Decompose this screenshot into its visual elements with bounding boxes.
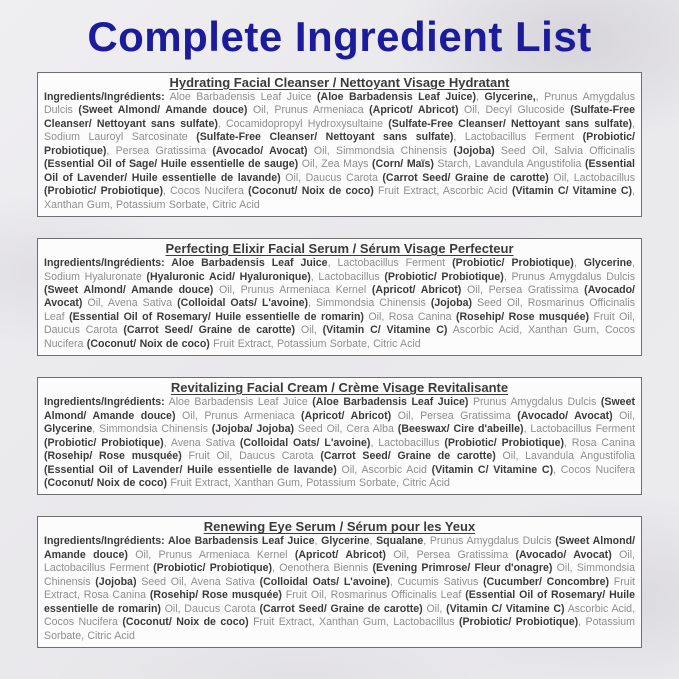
ingredient-inci-name: Oil, — [295, 324, 323, 337]
ingredient-common-name: (Evening Primrose/ Fleur d'onagre) — [372, 562, 553, 575]
ingredient-common-name: Ingredients/Ingrédients: — [44, 396, 165, 409]
ingredients-paragraph — [44, 257, 635, 351]
ingredient-inci-name: Oil, Prunus Armeniaca — [247, 104, 370, 117]
ingredient-inci-name: , — [475, 91, 485, 103]
ingredient-inci-name: Ascorbic Acid, Cocos Nucifera — [44, 602, 636, 629]
ingredient-common-name: (Rosehip/ Rose musquée) — [149, 589, 282, 602]
ingredient-common-name: (Vitamin C/ Vitamine C) — [431, 463, 554, 476]
ingredient-common-name: (Carrot Seed/ Graine de carotte) — [259, 602, 423, 615]
ingredient-common-name: (Essential Oil of Rosemary/ Huile essentielle de romarin) — [69, 310, 364, 323]
ingredient-inci-name: Fruit Oil, Rosmarinus Officinalis Leaf — [281, 589, 466, 602]
ingredient-inci-name: Fruit Extract, Potassium Sorbate, Citric Acid — [209, 337, 421, 350]
ingredient-common-name: (Colloidal Oats/ L'avoine) — [177, 297, 309, 310]
ingredient-common-name: (Probiotic/ Probiotique) — [444, 436, 564, 449]
ingredient-inci-name: , Rosa Canina — [563, 436, 635, 449]
section-renewing-eye-serum — [37, 516, 642, 648]
ingredient-inci-name: , Potassium Sorbate, Citric Acid — [44, 616, 635, 642]
ingredient-common-name: (Corn/ Maïs) — [372, 158, 434, 171]
ingredient-common-name: (Probiotic/ Probiotique) — [44, 185, 163, 198]
ingredient-inci-name: , Simmondsia Chinensis — [308, 297, 431, 310]
ingredient-inci-name: Fruit Extract, Xanthan Gum, Potassium Sorbate, Citric Acid — [167, 476, 450, 489]
ingredient-common-name: (Sulfate-Free Cleanser/ Nettoyant sans sulfate) — [196, 131, 454, 144]
ingredient-inci-name: Oil, Prunus Armeniaca Kernel — [127, 548, 295, 561]
ingredient-inci-name: Seed Oil, Cera Alba — [294, 423, 398, 436]
ingredients-paragraph — [44, 396, 635, 490]
ingredient-inci-name: Starch, Lavandula Angustifolia — [433, 158, 585, 171]
ingredient-inci-name: Oil, Lactobacillus — [548, 171, 636, 184]
ingredient-inci-name: , Prunus Amygdalus Dulcis — [423, 535, 556, 548]
section-revitalizing-facial-cream — [37, 377, 642, 495]
ingredient-common-name: (Apricot/ Abricot) — [371, 283, 462, 296]
ingredient-common-name: (Beeswax/ Cire d'abeille) — [397, 423, 524, 436]
ingredient-inci-name: , Sodium Lauroyl Sarcosinate — [44, 117, 635, 144]
ingredient-inci-name: Oil, Daucus Carota — [280, 171, 383, 184]
ingredient-inci-name: Oil, Simmondsia Chinensis — [44, 562, 636, 588]
section-title: Revitalizing Facial Cream / Crème Visage Revitalisante — [170, 380, 509, 396]
ingredient-inci-name: , Cucumis Sativus — [389, 575, 484, 588]
ingredient-inci-name: , Simmondsia Chinensis — [92, 423, 212, 436]
ingredient-common-name: (Probiotic/ Probiotique) — [452, 257, 574, 270]
ingredient-inci-name: Seed Oil, Rosmarinus Officinalis Leaf — [44, 297, 636, 323]
ingredient-inci-name: , Prunus Amygdalus Dulcis — [44, 91, 635, 117]
ingredient-inci-name: Prunus Amygdalus Dulcis — [468, 396, 601, 409]
ingredient-inci-name: Aloe Barbadensis Leaf Juice — [164, 396, 313, 409]
ingredient-inci-name: , Lactobacillus Ferment — [327, 257, 453, 270]
ingredient-common-name: (Coconut/ Noix de coco) — [86, 337, 210, 350]
ingredient-common-name: Glycerine — [583, 257, 633, 270]
ingredient-inci-name: Oil, Prunus Armeniaca Kernel — [213, 283, 372, 296]
ingredient-common-name: (Jojoba) — [453, 144, 495, 157]
ingredient-inci-name: Oil, Daucus Carota — [160, 602, 260, 615]
ingredient-inci-name: Seed Oil, Salvia Officinalis — [494, 144, 635, 157]
ingredient-inci-name: Fruit Oil, Daucus Carota — [44, 310, 635, 337]
ingredient-inci-name: , — [573, 257, 584, 270]
ingredient-common-name: (Vitamin C/ Vitamine C) — [512, 185, 633, 198]
ingredient-inci-name: , Cocamidopropyl Hydroxysultaine — [217, 117, 389, 130]
ingredient-common-name: (Carrot Seed/ Graine de carotte) — [382, 171, 549, 184]
ingredient-common-name: (Jojoba) — [95, 575, 137, 588]
ingredient-common-name: (Apricot/ Abricot) — [294, 548, 386, 561]
ingredient-inci-name: Oil, Avena Sativa — [82, 297, 178, 310]
ingredients-paragraph — [44, 535, 635, 643]
ingredient-common-name: (Coconut/ Noix de coco) — [44, 476, 168, 489]
ingredients-paragraph — [44, 91, 635, 212]
ingredient-common-name: (Apricot/ Abricot) — [300, 409, 392, 422]
ingredient-inci-name: , Cocos Nucifera — [162, 185, 249, 198]
ingredient-common-name: (Sweet Almond/ Amande douce) — [44, 283, 214, 296]
ingredient-inci-name: , Xanthan Gum, Potassium Sorbate, Citric Acid — [44, 185, 635, 211]
ingredient-common-name: Glycerine — [44, 423, 93, 436]
ingredient-inci-name: Oil, — [612, 409, 636, 422]
ingredient-inci-name: Seed Oil, Avena Sativa — [136, 575, 260, 588]
ingredient-common-name: (Aloe Barbadensis Leaf Juice) — [317, 91, 476, 103]
ingredient-common-name: (Avocado/ Avocat) — [515, 548, 612, 561]
ingredient-common-name: Glycerine, — [484, 91, 536, 103]
section-title: Perfecting Elixir Facial Serum / Sérum Visage Perfecteur — [165, 241, 514, 257]
ingredient-common-name: (Rosehip/ Rose musquée) — [44, 450, 182, 463]
ingredient-common-name: (Apricot/ Abricot) — [369, 104, 459, 117]
ingredient-inci-name: , Lactobacillus — [310, 270, 385, 283]
ingredient-common-name: Ingredients/Ingrédients: Aloe Barbadensis Leaf Juice — [44, 257, 328, 270]
ingredient-common-name: (Sweet Almond/ Amande douce) — [44, 535, 636, 561]
ingredient-common-name: (Essential Oil of Sage/ Huile essentielle de sauge) — [44, 158, 299, 171]
ingredient-inci-name: Aloe Barbadensis Leaf Juice — [164, 91, 318, 103]
ingredient-inci-name: Fruit Extract, Ascorbic Acid — [373, 185, 513, 198]
ingredient-common-name: (Avocado/ Avocat) — [517, 409, 613, 422]
ingredient-inci-name: Fruit Extract, Rosa Canina — [44, 575, 635, 602]
ingredient-inci-name: Oil, Persea Gratissima — [385, 548, 516, 561]
ingredient-common-name: (Probiotic/ Probiotique) — [44, 436, 164, 449]
ingredient-common-name: (Sweet Almond/ Amande douce) — [44, 396, 635, 422]
ingredient-inci-name: Oil, Zea Mays — [298, 158, 373, 171]
ingredient-inci-name: , Lactobacillus — [370, 436, 445, 449]
ingredient-inci-name: , — [369, 535, 377, 548]
ingredient-common-name: (Rosehip/ Rose musquée) — [455, 310, 590, 323]
ingredient-common-name: (Carrot Seed/ Graine de carotte) — [320, 450, 496, 463]
ingredient-common-name: Ingredients/Ingrédients: — [44, 91, 165, 103]
ingredient-common-name: (Jojoba/ Jojoba) — [211, 423, 294, 436]
ingredient-common-name: (Vitamin C/ Vitamine C) — [446, 602, 565, 615]
section-title: Renewing Eye Serum / Sérum pour les Yeux — [203, 519, 476, 535]
section-hydrating-facial-cleanser — [37, 72, 642, 217]
ingredient-inci-name: Oil, Decyl Glucoside — [458, 104, 571, 117]
ingredient-inci-name: , Cocos Nucifera — [553, 463, 635, 476]
ingredient-inci-name: Oil, Simmondsia Chinensis — [307, 144, 454, 157]
ingredient-inci-name: Oil, Rosa Canina — [363, 310, 456, 323]
ingredient-inci-name: Oil, Persea Gratissima — [391, 409, 518, 422]
ingredient-common-name: Ingredients/Ingrédients: Aloe Barbadensis Leaf Juice — [44, 535, 315, 548]
ingredient-inci-name: , — [314, 535, 322, 548]
ingredient-inci-name: , Avena Sativa — [163, 436, 240, 449]
ingredient-inci-name: Oil, Prunus Armeniaca — [175, 409, 301, 422]
ingredient-inci-name: Oil, Lavandula Angustifolia — [495, 450, 636, 463]
ingredient-inci-name: Oil, — [422, 602, 447, 615]
page-title: Complete Ingredient List — [87, 13, 592, 60]
ingredient-common-name: (Jojoba) — [430, 297, 473, 310]
ingredient-common-name: (Essential Oil of Lavender/ Huile essentielle de lavande) — [44, 463, 337, 476]
ingredient-inci-name: Ascorbic Acid, Xanthan Gum, Cocos Nucifera — [44, 324, 636, 350]
ingredient-inci-name: , Sodium Hyaluronate — [44, 257, 635, 283]
ingredient-common-name: (Probiotic/ Probiotique) — [384, 270, 504, 283]
ingredient-inci-name: Oil, Persea Gratissima — [461, 283, 585, 296]
ingredient-common-name: (Colloidal Oats/ L'avoine) — [259, 575, 390, 588]
section-perfecting-elixir-serum — [37, 238, 642, 356]
ingredient-common-name: (Hyaluronic Acid/ Hyaluronique) — [146, 270, 311, 283]
ingredient-common-name: (Aloe Barbadensis Leaf Juice) — [312, 396, 469, 409]
ingredient-inci-name: , Persea Gratissima — [106, 144, 213, 157]
ingredient-common-name: (Avocado/ Avocat) — [44, 283, 635, 310]
ingredient-common-name: (Cucumber/ Concombre) — [483, 575, 610, 588]
ingredient-common-name: (Coconut/ Noix de coco) — [248, 185, 374, 198]
ingredient-common-name: (Probiotic/ Probiotique) — [44, 131, 635, 157]
ingredient-common-name: Glycerine — [321, 535, 370, 548]
ingredient-inci-name: Fruit Oil, Daucus Carota — [181, 450, 321, 463]
ingredient-inci-name: , Lactobacillus Ferment — [523, 423, 636, 436]
ingredient-common-name: (Avocado/ Avocat) — [212, 144, 308, 157]
ingredient-common-name: (Sulfate-Free Cleanser/ Nettoyant sans sulfate) — [388, 117, 633, 130]
ingredient-common-name: (Probiotic/ Probiotique) — [458, 616, 579, 629]
ingredient-common-name: (Coconut/ Noix de coco) — [122, 616, 249, 629]
ingredient-common-name: (Vitamin C/ Vitamine C) — [322, 324, 448, 337]
section-title: Hydrating Facial Cleanser / Nettoyant Visage Hydratant — [169, 75, 510, 90]
ingredient-inci-name: Oil, Lactobacillus Ferment — [44, 548, 635, 575]
ingredient-inci-name: , Prunus Amygdalus Dulcis — [503, 270, 636, 283]
ingredient-inci-name: , Lactobacillus Ferment — [453, 131, 583, 144]
ingredient-common-name: Squalane — [376, 535, 424, 548]
ingredient-common-name: (Sweet Almond/ Amande douce) — [78, 104, 248, 117]
ingredient-inci-name: , Oenothera Biennis — [272, 562, 373, 575]
ingredient-inci-name: Oil, Ascorbic Acid — [336, 463, 432, 476]
ingredient-common-name: (Carrot Seed/ Graine de carotte) — [123, 324, 296, 337]
ingredient-inci-name: Fruit Extract, Xanthan Gum, Lactobacillus — [248, 616, 459, 629]
ingredient-common-name: (Sulfate-Free Cleanser/ Nettoyant sans sulfate) — [44, 104, 636, 130]
ingredient-common-name: (Probiotic/ Probiotique) — [153, 562, 273, 575]
ingredient-common-name: (Colloidal Oats/ L'avoine) — [239, 436, 371, 449]
ingredient-common-name: (Essential Oil of Lavender/ Huile essentielle de lavande) — [44, 158, 635, 184]
ingredient-common-name: (Essential Oil of Rosemary/ Huile essentielle de romarin) — [44, 589, 635, 615]
